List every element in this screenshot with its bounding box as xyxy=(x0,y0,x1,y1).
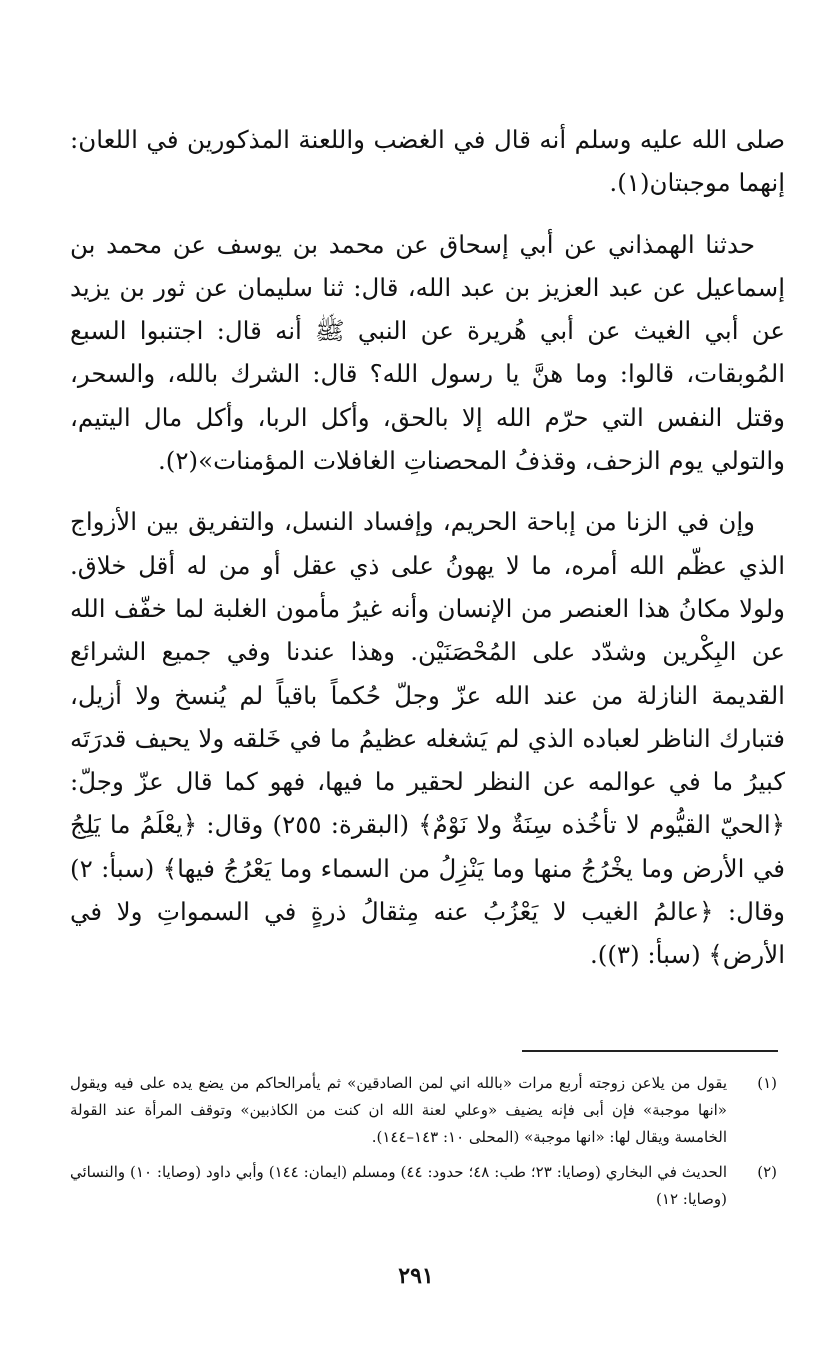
page-number: ٢٩١ xyxy=(398,1263,434,1289)
footnote-2 xyxy=(70,1159,785,1213)
paragraph-2: حدثنا الهمذاني عن أبي إسحاق عن محمد بن يوسف عن محمد بن إسماعيل عن عبد العزيز بن عبد الله، قال: ثنا سليمان عن ثور بن يزيد عن أبي الغيث عن أبي هُريرة عن النبي ﷺ أنه قال: اجتنبوا السبع المُوبقات، قالوا: وما هنَّ يا رسول الله؟ قال: الشرك بالله، والسحر، وقتل النفس التي حرّم الله إلا بالحق، وأكل الربا، وأكل مال اليتيم، والتولي يوم الزحف، وقذفُ المحصناتِ الغافلات المؤمنات»(٢). xyxy=(70,229,785,476)
paragraph-1: صلى الله عليه وسلم أنه قال في الغضب واللعنة المذكورين في اللعان: إنهما موجبتان(١). xyxy=(70,125,785,198)
footnotes xyxy=(70,1070,785,1221)
footnote-divider xyxy=(522,1050,778,1052)
footnote-1 xyxy=(70,1070,785,1151)
footnote-text: يقول من يلاعن زوجته أربع مرات «بالله اني لمن الصادقين» ثم يأمرالحاكم من يضع يده على فيه ويقول «انها موجبة» فإن أبى فإنه يضيف «وعلي لعنة الله ان كنت من الكاذبين» وتوقف المرأة عند القولة الخامسة ويقال لها: «انها موجبة» (المحلى ١٠: ١٤٣–١٤٤). xyxy=(70,1074,727,1146)
footnote-text: الحديث في البخاري (وصايا: ٢٣؛ طب: ٤٨؛ حدود: ٤٤) ومسلم (ايمان: ١٤٤) وأبي داود (وصايا: ١٠) والنسائي (وصايا: ١٢) xyxy=(70,1163,727,1208)
main-text xyxy=(70,118,785,995)
footnote-number: (٢) xyxy=(757,1163,777,1181)
footnote-number: (١) xyxy=(757,1074,777,1092)
paragraph-3: وإن في الزنا من إباحة الحريم، وإفساد النسل، والتفريق بين الأزواج الذي عظّم الله أمره، ما لا يهونُ على ذي عقل أو من له أقل خلاق. ولولا مكانُ هذا العنصر من الإنسان وأنه غيرُ مأمون الغلبة لما خفّف الله عن البِكْرين وشدّد على المُحْصَنَيْن. وهذا عندنا وفي جميع الشرائع القديمة النازلة من عند الله عزّ وجلّ حُكماً باقياً لم يُنسخ ولا أزيل، فتبارك الناظر لعباده الذي لم يَشغله عظيمُ ما في خَلقه ولا يحيف قدرَتَه كبيرُ ما في عوالمه عن النظر لحقير ما فيها، فهو كما قال عزّ وجلّ: ﴿الحيّ القيُّوم لا تأخُذه سِنَةٌ ولا نَوْمٌ﴾ (البقرة: ٢٥٥) وقال: ﴿يعْلَمُ ما يَلِجُ في الأرض وما يخْرُجُ منها وما يَنْزِلُ من السماء وما يَعْرُجُ فيها﴾ (سبأ: ٢) وقال: ﴿عالمُ الغيب لا يَعْزُبُ عنه مِثقالُ ذرةٍ في السمواتِ ولا في الأرض﴾ (سبأ: (٣)). xyxy=(70,507,786,970)
